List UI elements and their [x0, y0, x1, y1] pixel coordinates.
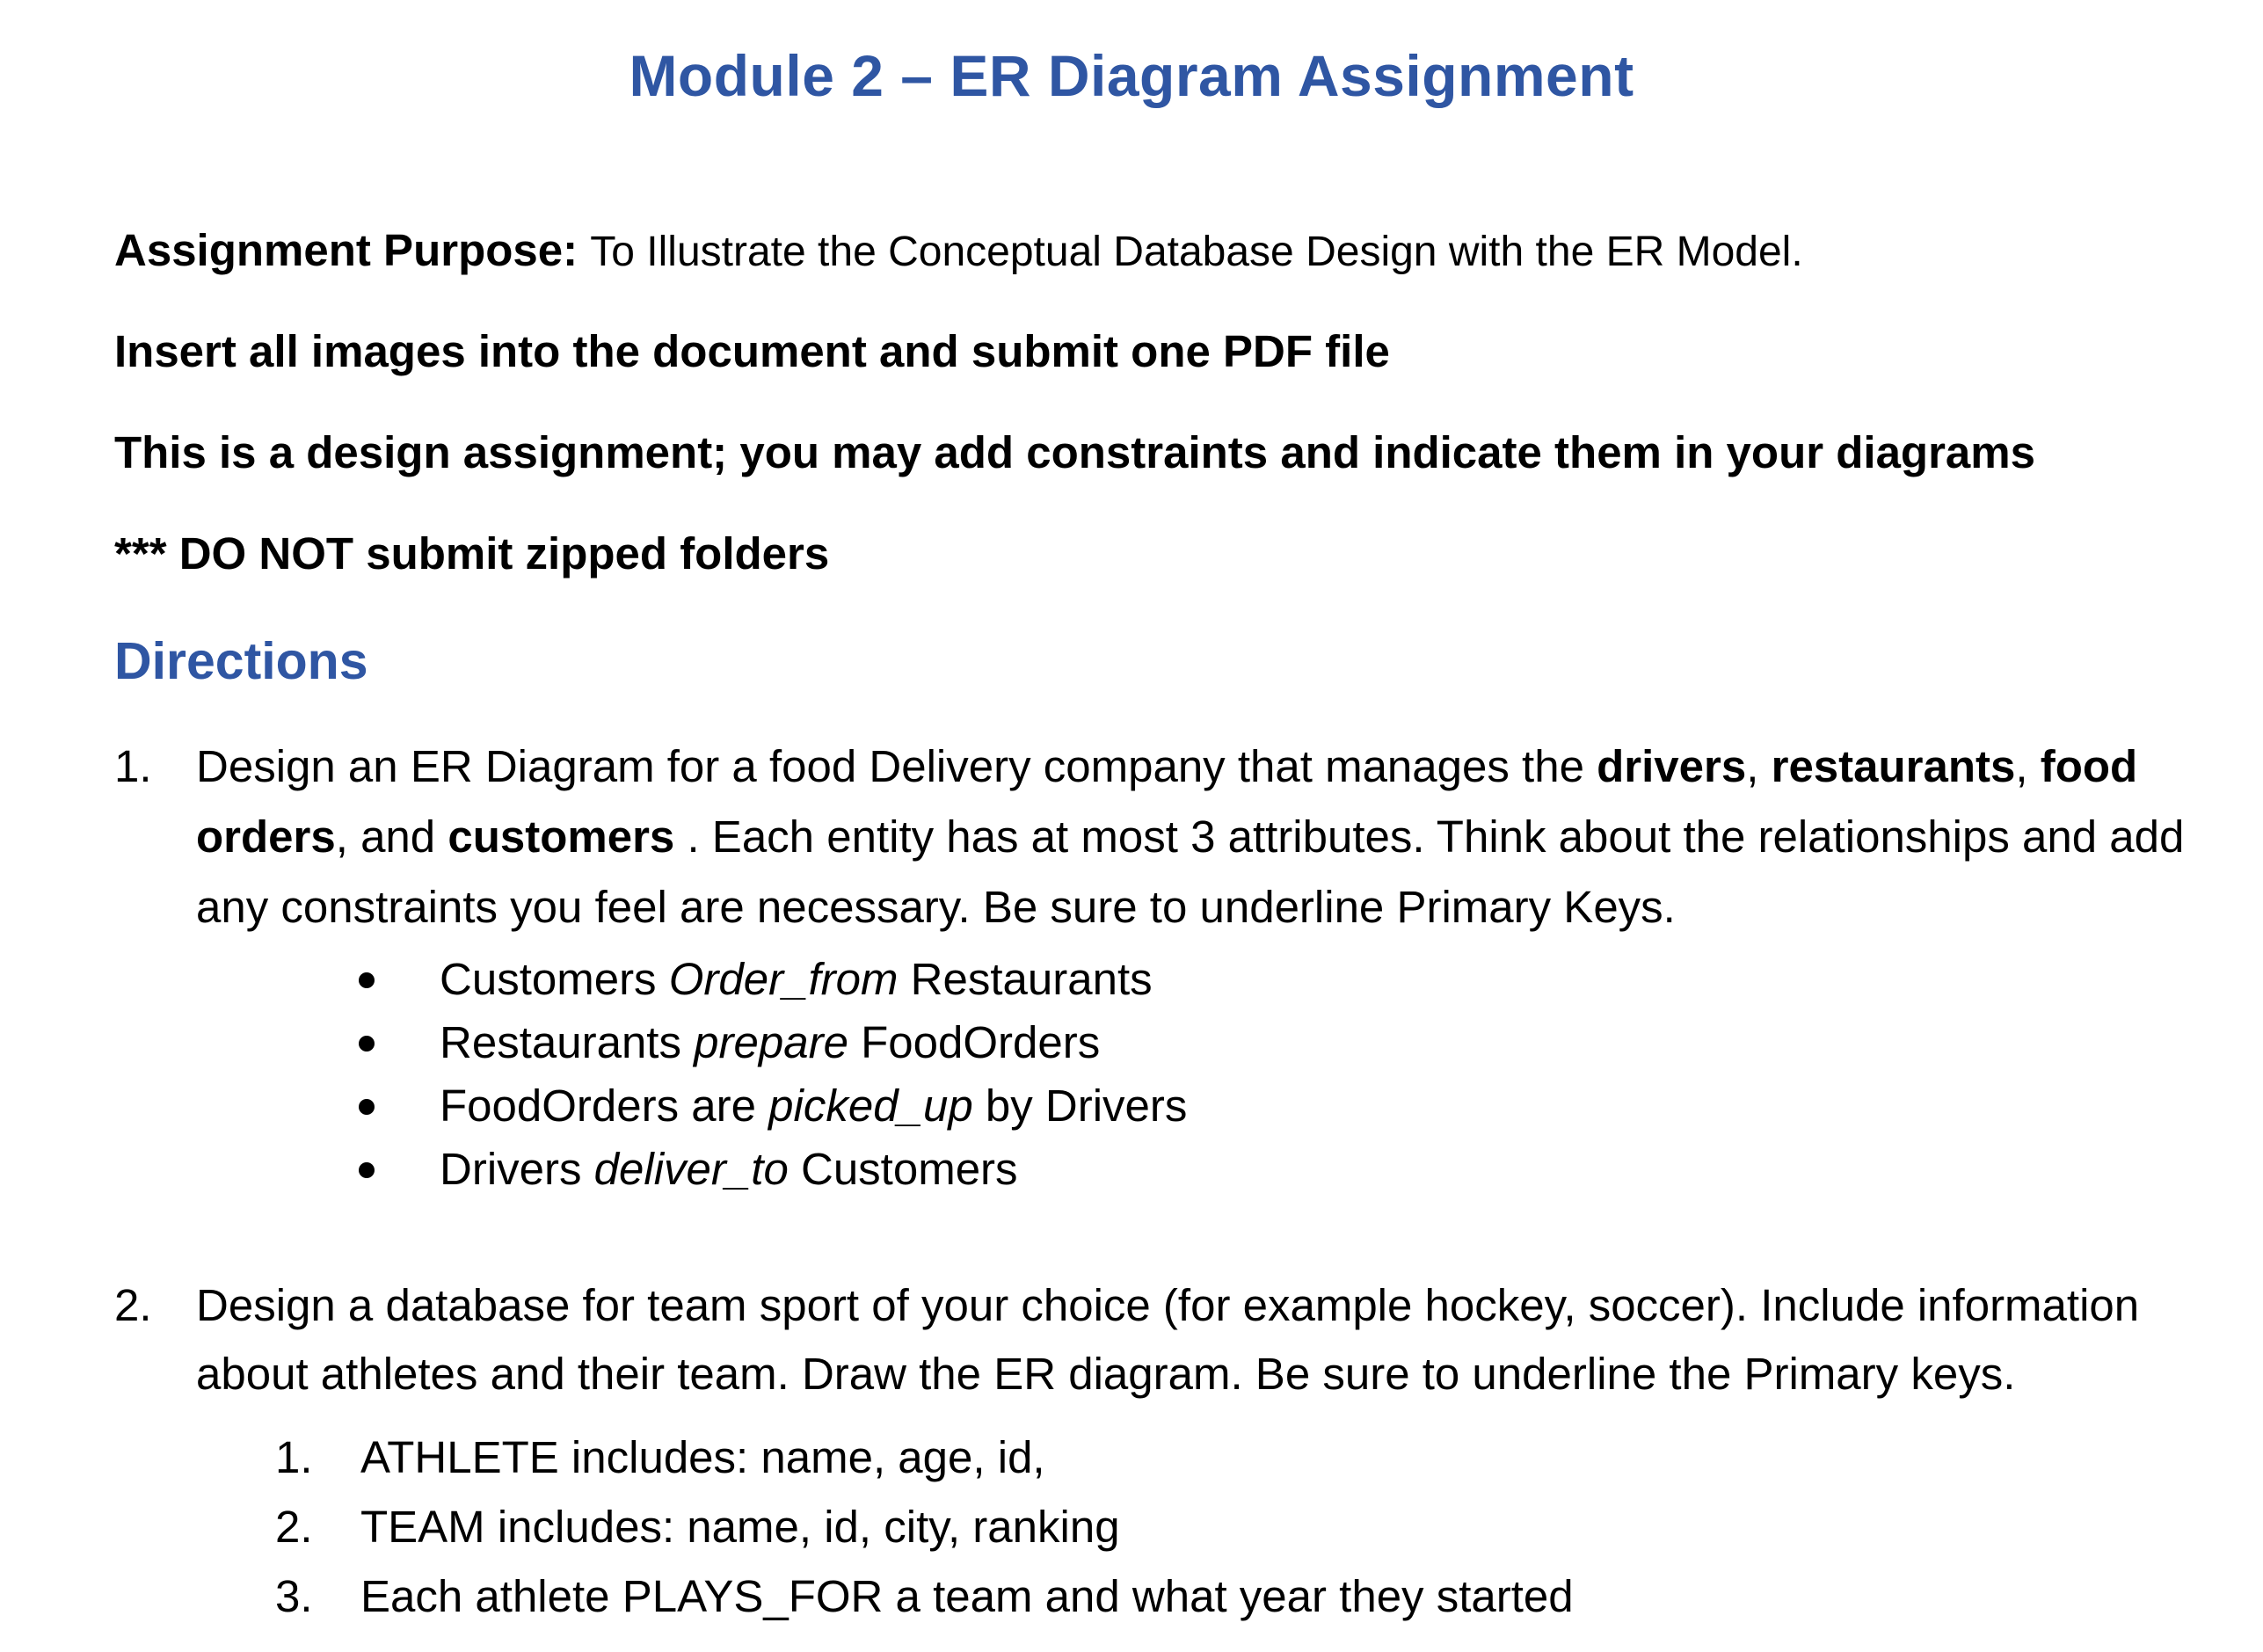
sub-text: ATHLETE includes: name, age, id,: [360, 1432, 1045, 1482]
direction-item-1: [114, 731, 2224, 942]
relationship-name: deliver_to: [593, 1144, 789, 1194]
bullet-icon: [359, 1099, 375, 1115]
note-insert-images: Insert all images into the document and submit one PDF file: [114, 326, 1390, 376]
directions-heading: Directions: [114, 632, 368, 690]
text-run: , and: [335, 811, 448, 862]
sub-text: Each athlete PLAYS_FOR a team and what year they started: [360, 1571, 1574, 1621]
entity-food-orders: food orders: [196, 741, 2138, 862]
entity-restaurants: restaurants: [1771, 741, 2016, 791]
purpose-text: To Illustrate the Conceptual Database Design with the ER Model.: [590, 229, 1803, 275]
text-run: Customers: [440, 954, 669, 1004]
text-run: FoodOrders are: [440, 1081, 769, 1131]
sub-number: 1.: [275, 1432, 313, 1482]
athlete-team-sublist: [275, 1423, 1574, 1631]
document-title: Module 2 – ER Diagram Assignment: [629, 43, 1634, 108]
assignment-purpose: [114, 224, 1803, 276]
list-item: [352, 948, 1187, 1011]
list-item: [352, 1138, 1187, 1201]
text-run: Restaurants: [440, 1017, 695, 1067]
list-item: [275, 1492, 1574, 1561]
text-run: Customers: [788, 1144, 1018, 1194]
item-number: 2.: [114, 1280, 152, 1330]
text-run: by Drivers: [972, 1081, 1188, 1131]
list-item: [275, 1561, 1574, 1631]
list-item: [352, 1011, 1187, 1074]
text-run: . Each entity has at most 3 attributes. Think about the relationships and add any constraints you feel are necessary. Be sure to underline Primary Keys.: [196, 811, 2185, 932]
list-item: [275, 1423, 1574, 1492]
text-run: ,: [2015, 741, 2041, 791]
sub-number: 3.: [275, 1571, 313, 1621]
item-2-text: Design a database for team sport of your choice (for example hockey, soccer). Include information about athletes and their team. Draw the ER diagram. Be sure to underline the Primary keys.: [196, 1280, 2140, 1399]
bullet-icon: [359, 1036, 375, 1052]
purpose-label: Assignment Purpose:: [114, 225, 578, 275]
sub-text: TEAM includes: name, id, city, ranking: [360, 1502, 1120, 1552]
text-run: FoodOrders: [848, 1017, 1101, 1067]
entity-customers: customers: [448, 811, 675, 862]
entity-drivers: drivers: [1597, 741, 1747, 791]
relationship-bullet-list: [352, 948, 1187, 1201]
item-number: 1.: [114, 741, 152, 791]
bullet-icon: [359, 972, 375, 988]
text-run: ,: [1746, 741, 1772, 791]
text-run: Drivers: [440, 1144, 594, 1194]
relationship-name: prepare: [694, 1017, 848, 1067]
note-design-assignment: This is a design assignment; you may add constraints and indicate them in your diagrams: [114, 427, 2036, 477]
relationship-name: Order_from: [668, 954, 899, 1004]
bullet-icon: [359, 1162, 375, 1178]
list-item: [352, 1074, 1187, 1138]
item-1-text: [196, 731, 2224, 942]
text-run: Restaurants: [898, 954, 1153, 1004]
direction-item-2: [114, 1271, 2224, 1408]
relationship-name: picked_up: [768, 1081, 973, 1131]
note-no-zip: *** DO NOT submit zipped folders: [114, 528, 830, 579]
text-run: Design an ER Diagram for a food Delivery company that manages the: [196, 741, 1597, 791]
sub-number: 2.: [275, 1502, 313, 1552]
